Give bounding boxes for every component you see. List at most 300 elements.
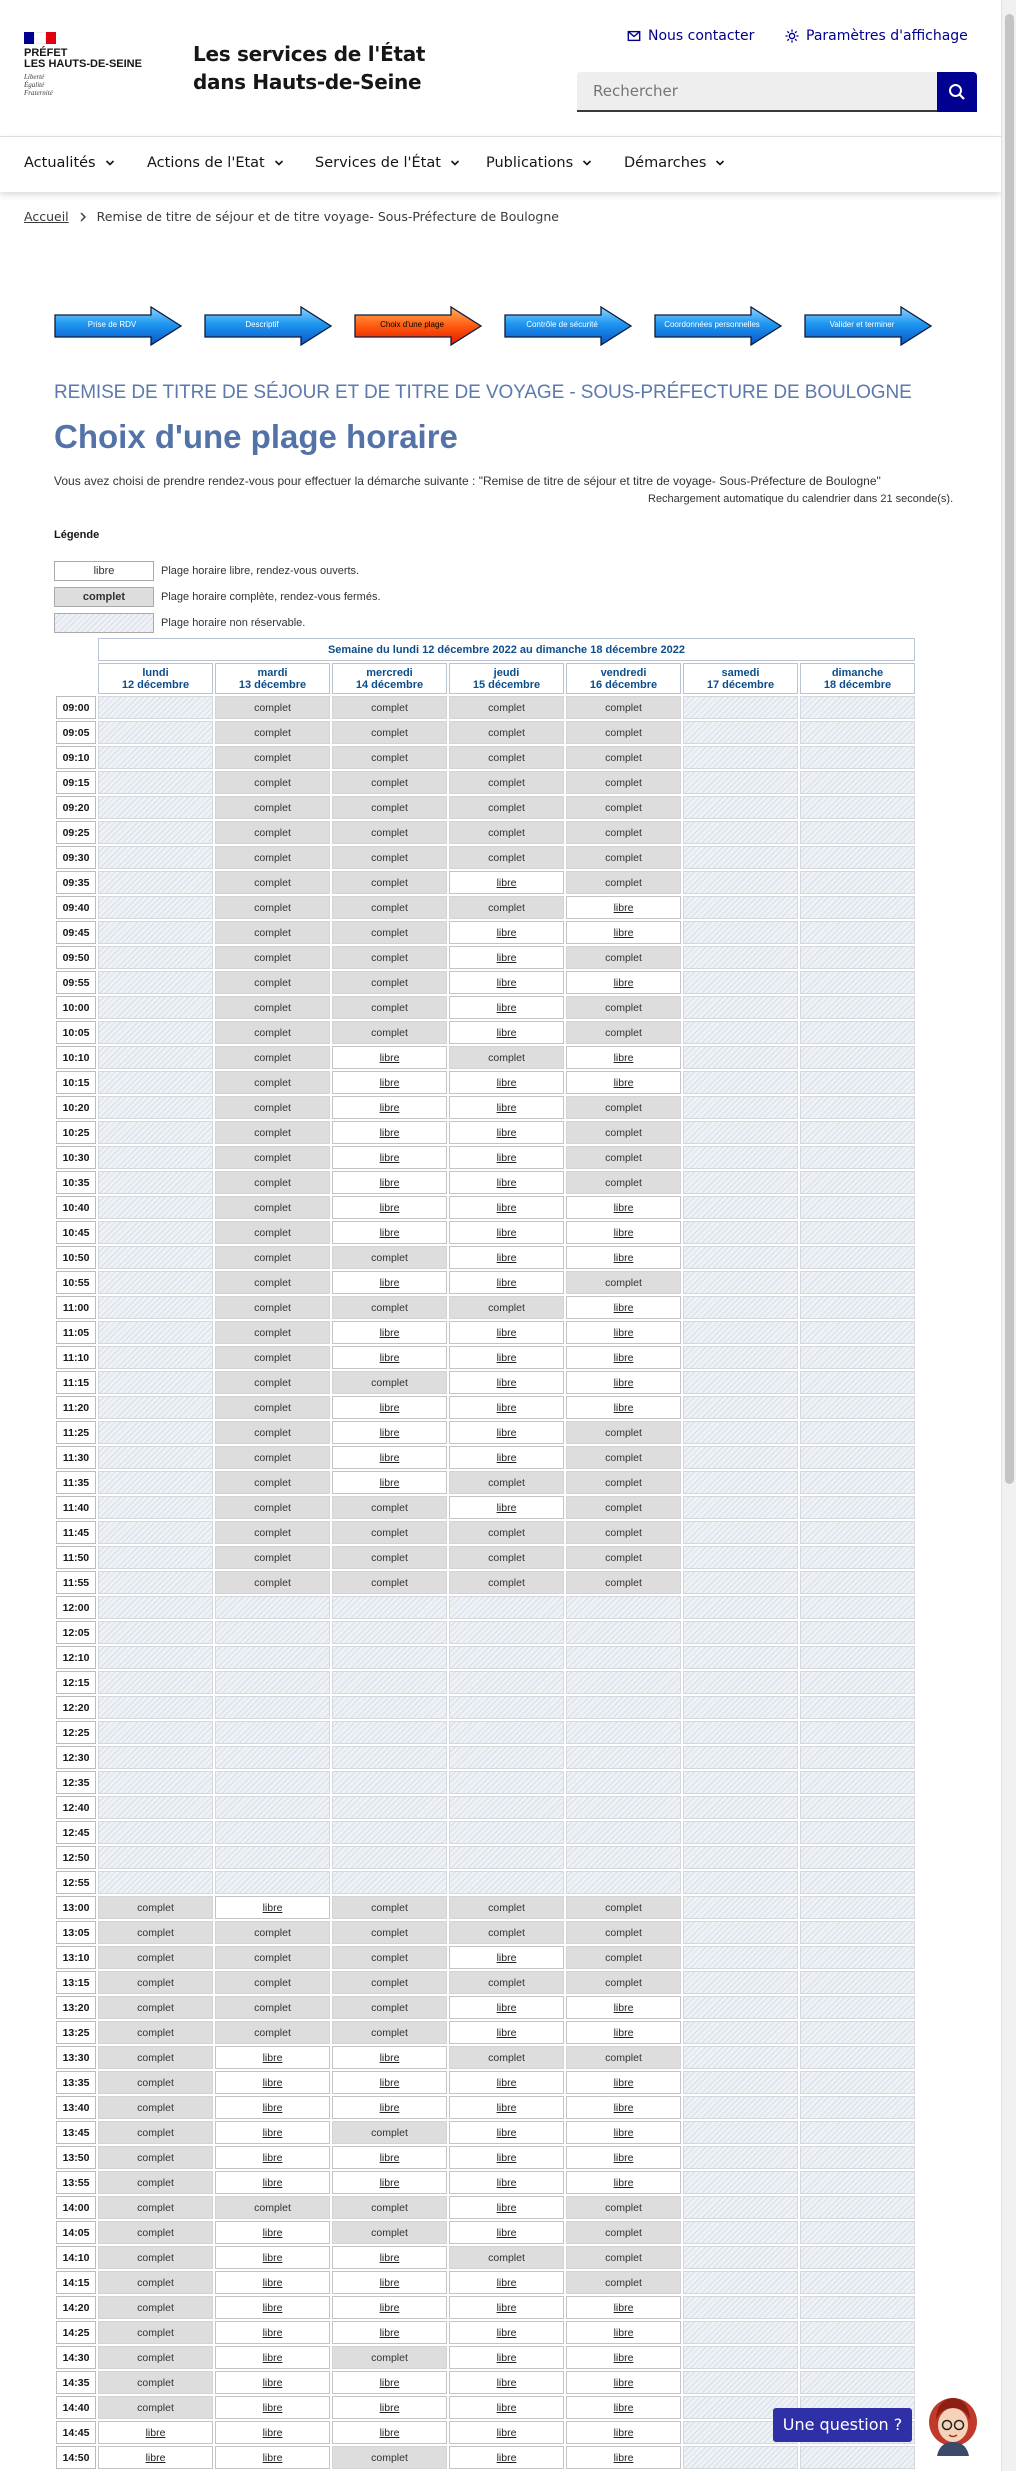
slot-full: complet	[332, 1246, 447, 1269]
slot-free[interactable]: libre	[215, 2446, 330, 2469]
slot-free[interactable]: libre	[215, 2121, 330, 2144]
time-row	[56, 1371, 915, 1394]
slot-free[interactable]: libre	[566, 2346, 681, 2369]
slot-unavailable	[683, 1721, 798, 1744]
slot-full: complet	[215, 1446, 330, 1469]
slot-full: complet	[449, 796, 564, 819]
nav-item-demarches[interactable]: Démarches	[624, 155, 725, 171]
slot-free[interactable]: libre	[566, 1246, 681, 1269]
slot-full: complet	[332, 2346, 447, 2369]
time-row	[56, 2146, 915, 2169]
slot-free[interactable]: libre	[449, 2221, 564, 2244]
slot-free[interactable]: libre	[449, 2396, 564, 2419]
slot-free[interactable]: libre	[449, 1071, 564, 1094]
slot-free[interactable]: libre	[566, 2071, 681, 2094]
slot-full: complet	[332, 821, 447, 844]
slot-unavailable	[566, 1646, 681, 1669]
slot-free[interactable]: libre	[215, 2371, 330, 2394]
slot-free[interactable]: libre	[449, 1121, 564, 1144]
slot-full: complet	[215, 1271, 330, 1294]
time-label: 09:55	[56, 971, 96, 994]
slot-free[interactable]: libre	[332, 1171, 447, 1194]
slot-free[interactable]: libre	[449, 1446, 564, 1469]
slot-free[interactable]: libre	[332, 2421, 447, 2444]
slot-unavailable	[98, 1771, 213, 1794]
slot-unavailable	[800, 996, 915, 1019]
slot-free[interactable]: libre	[332, 2396, 447, 2419]
slot-unavailable	[683, 1321, 798, 1344]
slot-unavailable	[683, 1696, 798, 1719]
time-label: 12:10	[56, 1646, 96, 1669]
slot-full: complet	[566, 2246, 681, 2269]
nav-item-publications[interactable]: Publications	[486, 155, 592, 171]
slot-free[interactable]: libre	[449, 1321, 564, 1344]
slot-unavailable	[332, 1596, 447, 1619]
slot-free[interactable]: libre	[449, 2346, 564, 2369]
slot-full: complet	[449, 746, 564, 769]
slot-free[interactable]: libre	[332, 1446, 447, 1469]
slot-free[interactable]: libre	[332, 2096, 447, 2119]
slot-free[interactable]: libre	[332, 2146, 447, 2169]
time-label: 11:15	[56, 1371, 96, 1394]
site-name[interactable]: Les services de l'État dans Hauts-de-Seine	[193, 42, 426, 94]
slot-full: complet	[332, 1896, 447, 1919]
chevron-down-icon	[715, 158, 725, 168]
slot-free[interactable]: libre	[449, 2171, 564, 2194]
slot-free[interactable]: libre	[332, 1271, 447, 1294]
slot-unavailable	[683, 1521, 798, 1544]
slot-unavailable	[98, 971, 213, 994]
slot-free[interactable]: libre	[332, 2271, 447, 2294]
slot-free[interactable]: libre	[449, 1496, 564, 1519]
time-label: 09:50	[56, 946, 96, 969]
slot-free[interactable]: libre	[566, 921, 681, 944]
slot-unavailable	[98, 1396, 213, 1419]
slot-free[interactable]: libre	[566, 1371, 681, 1394]
slot-unavailable	[683, 1171, 798, 1194]
slot-free[interactable]: libre	[98, 2421, 213, 2444]
slot-unavailable	[800, 1946, 915, 1969]
slot-free[interactable]: libre	[215, 2221, 330, 2244]
page-scrollbar[interactable]	[1001, 0, 1016, 2471]
slot-free[interactable]: libre	[332, 2371, 447, 2394]
slot-free[interactable]: libre	[332, 1046, 447, 1069]
slot-full: complet	[215, 1146, 330, 1169]
slot-unavailable	[332, 1871, 447, 1894]
step-controle-securite: Contrôle de sécurité	[504, 306, 634, 346]
slot-unavailable	[800, 1646, 915, 1669]
slot-free[interactable]: libre	[566, 1221, 681, 1244]
slot-free[interactable]: libre	[566, 1196, 681, 1219]
slot-full: complet	[566, 1971, 681, 1994]
slot-full: complet	[332, 1996, 447, 2019]
slot-free[interactable]: libre	[449, 2371, 564, 2394]
slot-free[interactable]: libre	[566, 1046, 681, 1069]
slot-free[interactable]: libre	[332, 1421, 447, 1444]
slot-unavailable	[683, 896, 798, 919]
slot-unavailable	[800, 1746, 915, 1769]
slot-free[interactable]: libre	[566, 2121, 681, 2144]
breadcrumb-home[interactable]: Accueil	[24, 209, 69, 224]
slot-free[interactable]: libre	[566, 2096, 681, 2119]
slot-free[interactable]: libre	[449, 2096, 564, 2119]
slot-free[interactable]: libre	[566, 2396, 681, 2419]
slot-free[interactable]: libre	[449, 2446, 564, 2469]
time-row	[56, 1246, 915, 1269]
slot-full: complet	[98, 2271, 213, 2294]
time-row	[56, 921, 915, 944]
nav-item-actualites[interactable]: Actualités	[24, 155, 115, 171]
slot-free[interactable]: libre	[566, 896, 681, 919]
slot-free[interactable]: libre	[215, 2096, 330, 2119]
assistant-avatar[interactable]	[925, 2392, 981, 2456]
day-header: vendredi 16 décembre	[566, 663, 681, 694]
slot-free[interactable]: libre	[332, 2071, 447, 2094]
slot-free[interactable]: libre	[215, 2271, 330, 2294]
slot-free[interactable]: libre	[566, 1346, 681, 1369]
slot-full: complet	[332, 2196, 447, 2219]
time-row	[56, 1621, 915, 1644]
slot-free[interactable]: libre	[332, 1146, 447, 1169]
slot-full: complet	[566, 1171, 681, 1194]
slot-free[interactable]: libre	[566, 2021, 681, 2044]
slot-free[interactable]: libre	[332, 1321, 447, 1344]
slot-unavailable	[98, 746, 213, 769]
chat-button[interactable]: Une question ?	[773, 2408, 912, 2442]
time-row	[56, 796, 915, 819]
slot-unavailable	[683, 1796, 798, 1819]
slot-free[interactable]: libre	[215, 2321, 330, 2344]
step-choix-plage: Choix d'une plage	[354, 306, 484, 346]
slot-free[interactable]: libre	[449, 2421, 564, 2444]
time-label: 14:40	[56, 2396, 96, 2419]
time-row	[56, 996, 915, 1019]
time-row	[56, 1171, 915, 1194]
day-header: dimanche 18 décembre	[800, 663, 915, 694]
slot-full: complet	[449, 846, 564, 869]
time-label: 14:05	[56, 2221, 96, 2244]
slot-full: complet	[566, 996, 681, 1019]
slot-unavailable	[800, 971, 915, 994]
time-label: 14:20	[56, 2296, 96, 2319]
slot-unavailable	[683, 1271, 798, 1294]
slot-full: complet	[332, 946, 447, 969]
slot-unavailable	[566, 1746, 681, 1769]
slot-full: complet	[98, 1946, 213, 1969]
time-label: 10:05	[56, 1021, 96, 1044]
slot-free[interactable]: libre	[215, 2346, 330, 2369]
prefet-logo[interactable]	[24, 32, 154, 97]
slot-full: complet	[332, 1546, 447, 1569]
time-row	[56, 1871, 915, 1894]
slot-unavailable	[98, 1521, 213, 1544]
time-label: 13:20	[56, 1996, 96, 2019]
slot-unavailable	[683, 721, 798, 744]
time-label: 11:35	[56, 1471, 96, 1494]
slot-full: complet	[566, 1921, 681, 1944]
slot-unavailable	[800, 2071, 915, 2094]
slot-free[interactable]: libre	[215, 2396, 330, 2419]
nav-item-actions[interactable]: Actions de l'Etat	[147, 155, 284, 171]
chevron-down-icon	[582, 158, 592, 168]
slot-unavailable	[215, 1796, 330, 1819]
day-header: mardi 13 décembre	[215, 663, 330, 694]
slot-full: complet	[449, 721, 564, 744]
slot-unavailable	[800, 1871, 915, 1894]
slot-free[interactable]: libre	[566, 1296, 681, 1319]
slot-unavailable	[800, 1596, 915, 1619]
slot-free[interactable]: libre	[449, 2146, 564, 2169]
slot-free[interactable]: libre	[449, 921, 564, 944]
slot-free[interactable]: libre	[566, 1321, 681, 1344]
slot-full: complet	[449, 696, 564, 719]
slot-full: complet	[566, 771, 681, 794]
legend-full: complet Plage horaire complète, rendez-vous fermés.	[54, 587, 381, 607]
slot-full: complet	[215, 1971, 330, 1994]
slot-unavailable	[215, 1721, 330, 1744]
display-settings-link[interactable]: Paramètres d'affichage	[785, 28, 968, 44]
slot-free[interactable]: libre	[215, 1896, 330, 1919]
slot-unavailable	[566, 1621, 681, 1644]
slot-free[interactable]: libre	[566, 1396, 681, 1419]
slot-free[interactable]: libre	[449, 1021, 564, 1044]
slot-free[interactable]: libre	[332, 1221, 447, 1244]
slot-unavailable	[98, 1421, 213, 1444]
slot-unavailable	[215, 1646, 330, 1669]
slot-unavailable	[98, 1471, 213, 1494]
slot-unavailable	[800, 896, 915, 919]
slot-free[interactable]: libre	[566, 2371, 681, 2394]
slot-free[interactable]: libre	[449, 1221, 564, 1244]
slot-full: complet	[566, 1121, 681, 1144]
time-label: 10:35	[56, 1171, 96, 1194]
slot-free[interactable]: libre	[449, 2196, 564, 2219]
slot-unavailable	[683, 1496, 798, 1519]
breadcrumb	[24, 209, 559, 224]
time-label: 09:40	[56, 896, 96, 919]
time-label: 10:00	[56, 996, 96, 1019]
slot-unavailable	[449, 1846, 564, 1869]
slot-unavailable	[98, 1821, 213, 1844]
time-row	[56, 1096, 915, 1119]
search-input[interactable]	[577, 72, 937, 112]
time-row	[56, 1396, 915, 1419]
time-row	[56, 1596, 915, 1619]
slot-free[interactable]: libre	[332, 1096, 447, 1119]
slot-full: complet	[332, 2121, 447, 2144]
slot-unavailable	[800, 2196, 915, 2219]
slot-free[interactable]: libre	[449, 871, 564, 894]
contact-link[interactable]: Nous contacter	[627, 28, 754, 44]
slot-full: complet	[566, 1496, 681, 1519]
slot-free[interactable]: libre	[449, 1146, 564, 1169]
slot-free[interactable]: libre	[332, 1471, 447, 1494]
slot-unavailable	[683, 2446, 798, 2469]
slot-free[interactable]: libre	[215, 2246, 330, 2269]
legend-title: Légende	[54, 529, 100, 541]
slot-unavailable	[449, 1621, 564, 1644]
slot-free[interactable]: libre	[98, 2446, 213, 2469]
slot-full: complet	[215, 696, 330, 719]
slot-unavailable	[800, 2446, 915, 2469]
time-label: 11:20	[56, 1396, 96, 1419]
time-row	[56, 2446, 915, 2469]
slot-unavailable	[683, 1896, 798, 1919]
slot-full: complet	[215, 971, 330, 994]
slot-free[interactable]: libre	[566, 1996, 681, 2019]
slot-free[interactable]: libre	[566, 2321, 681, 2344]
time-row	[56, 1646, 915, 1669]
slot-free[interactable]: libre	[449, 1421, 564, 1444]
slot-unavailable	[800, 871, 915, 894]
time-row	[56, 896, 915, 919]
scrollbar-thumb[interactable]	[1005, 14, 1014, 1484]
slot-free[interactable]: libre	[332, 2246, 447, 2269]
slot-free[interactable]: libre	[566, 2446, 681, 2469]
slot-full: complet	[332, 796, 447, 819]
slot-full: complet	[215, 796, 330, 819]
time-label: 10:40	[56, 1196, 96, 1219]
slot-free[interactable]: libre	[449, 2296, 564, 2319]
time-row	[56, 1471, 915, 1494]
slot-unavailable	[683, 1921, 798, 1944]
slot-free[interactable]: libre	[449, 1171, 564, 1194]
slot-free[interactable]: libre	[449, 2021, 564, 2044]
slot-unavailable	[566, 1721, 681, 1744]
slot-full: complet	[215, 1496, 330, 1519]
slot-free[interactable]: libre	[215, 2296, 330, 2319]
slot-unavailable	[98, 1321, 213, 1344]
time-row	[56, 2371, 915, 2394]
slot-free[interactable]: libre	[449, 1946, 564, 1969]
slot-full: complet	[449, 771, 564, 794]
slot-unavailable	[800, 1246, 915, 1269]
day-header: mercredi 14 décembre	[332, 663, 447, 694]
time-label: 10:30	[56, 1146, 96, 1169]
slot-free[interactable]: libre	[332, 1396, 447, 1419]
time-row	[56, 1421, 915, 1444]
time-row	[56, 1921, 915, 1944]
slot-free[interactable]: libre	[332, 2296, 447, 2319]
slot-free[interactable]: libre	[449, 946, 564, 969]
steps-progress	[54, 306, 934, 346]
time-label: 14:15	[56, 2271, 96, 2294]
slot-full: complet	[215, 1071, 330, 1094]
time-label: 11:00	[56, 1296, 96, 1319]
slot-full: complet	[566, 821, 681, 844]
slot-full: complet	[449, 2046, 564, 2069]
slot-full: complet	[566, 1546, 681, 1569]
slot-free[interactable]: libre	[215, 2421, 330, 2444]
slot-full: complet	[215, 1921, 330, 1944]
slot-full: complet	[215, 1946, 330, 1969]
slot-full: complet	[332, 1571, 447, 1594]
search-button[interactable]	[937, 72, 977, 112]
slot-unavailable	[800, 1146, 915, 1169]
slot-free[interactable]: libre	[332, 2171, 447, 2194]
slot-unavailable	[215, 1771, 330, 1794]
slot-unavailable	[683, 2021, 798, 2044]
slot-free[interactable]: libre	[566, 2171, 681, 2194]
time-row	[56, 771, 915, 794]
slot-free[interactable]: libre	[449, 2121, 564, 2144]
nav-item-services[interactable]: Services de l'État	[315, 155, 460, 171]
slot-unavailable	[332, 1821, 447, 1844]
time-label: 10:45	[56, 1221, 96, 1244]
slot-free[interactable]: libre	[449, 1996, 564, 2019]
slot-free[interactable]: libre	[449, 1371, 564, 1394]
time-label: 14:30	[56, 2346, 96, 2369]
slot-full: complet	[332, 1946, 447, 1969]
slot-unavailable	[332, 1771, 447, 1794]
reload-countdown: Rechargement automatique du calendrier dans 21 seconde(s).	[648, 493, 954, 505]
slot-unavailable	[683, 2346, 798, 2369]
slot-full: complet	[215, 1471, 330, 1494]
slot-full: complet	[215, 996, 330, 1019]
slot-unavailable	[800, 2221, 915, 2244]
slot-unavailable	[98, 1571, 213, 1594]
slot-free[interactable]: libre	[566, 2146, 681, 2169]
slot-free[interactable]: libre	[215, 2171, 330, 2194]
time-label: 14:00	[56, 2196, 96, 2219]
slot-free[interactable]: libre	[449, 2321, 564, 2344]
slot-free[interactable]: libre	[449, 1271, 564, 1294]
slot-free[interactable]: libre	[449, 1096, 564, 1119]
slot-unavailable	[566, 1596, 681, 1619]
slot-unavailable	[98, 1721, 213, 1744]
slot-free[interactable]: libre	[449, 1246, 564, 1269]
slot-free[interactable]: libre	[332, 1346, 447, 1369]
slot-unavailable	[683, 1146, 798, 1169]
slot-free[interactable]: libre	[449, 1196, 564, 1219]
slot-free[interactable]: libre	[449, 2271, 564, 2294]
slot-full: complet	[215, 1396, 330, 1419]
slot-full: complet	[98, 2046, 213, 2069]
slot-free[interactable]: libre	[215, 2071, 330, 2094]
slot-unavailable	[683, 771, 798, 794]
slot-free[interactable]: libre	[566, 2421, 681, 2444]
time-row	[56, 1771, 915, 1794]
time-row	[56, 2046, 915, 2069]
slot-unavailable	[683, 1646, 798, 1669]
slot-free[interactable]: libre	[449, 1346, 564, 1369]
slot-free[interactable]: libre	[449, 2071, 564, 2094]
slot-free[interactable]: libre	[449, 996, 564, 1019]
slot-free[interactable]: libre	[332, 1196, 447, 1219]
slot-free[interactable]: libre	[332, 2046, 447, 2069]
slot-unavailable	[98, 921, 213, 944]
slot-unavailable	[800, 2346, 915, 2369]
slot-unavailable	[800, 1321, 915, 1344]
slot-unavailable	[332, 1621, 447, 1644]
slot-free[interactable]: libre	[215, 2046, 330, 2069]
slot-full: complet	[332, 896, 447, 919]
slot-free[interactable]: libre	[566, 2296, 681, 2319]
time-label: 09:45	[56, 921, 96, 944]
slot-free[interactable]: libre	[449, 971, 564, 994]
slot-free[interactable]: libre	[332, 1071, 447, 1094]
slot-free[interactable]: libre	[332, 1121, 447, 1144]
slot-free[interactable]: libre	[566, 1071, 681, 1094]
slot-free[interactable]: libre	[449, 1396, 564, 1419]
slot-full: complet	[449, 1921, 564, 1944]
slot-free[interactable]: libre	[215, 2146, 330, 2169]
slot-free[interactable]: libre	[332, 2321, 447, 2344]
slot-full: complet	[215, 2021, 330, 2044]
slot-unavailable	[683, 921, 798, 944]
slot-free[interactable]: libre	[566, 971, 681, 994]
time-label: 10:20	[56, 1096, 96, 1119]
